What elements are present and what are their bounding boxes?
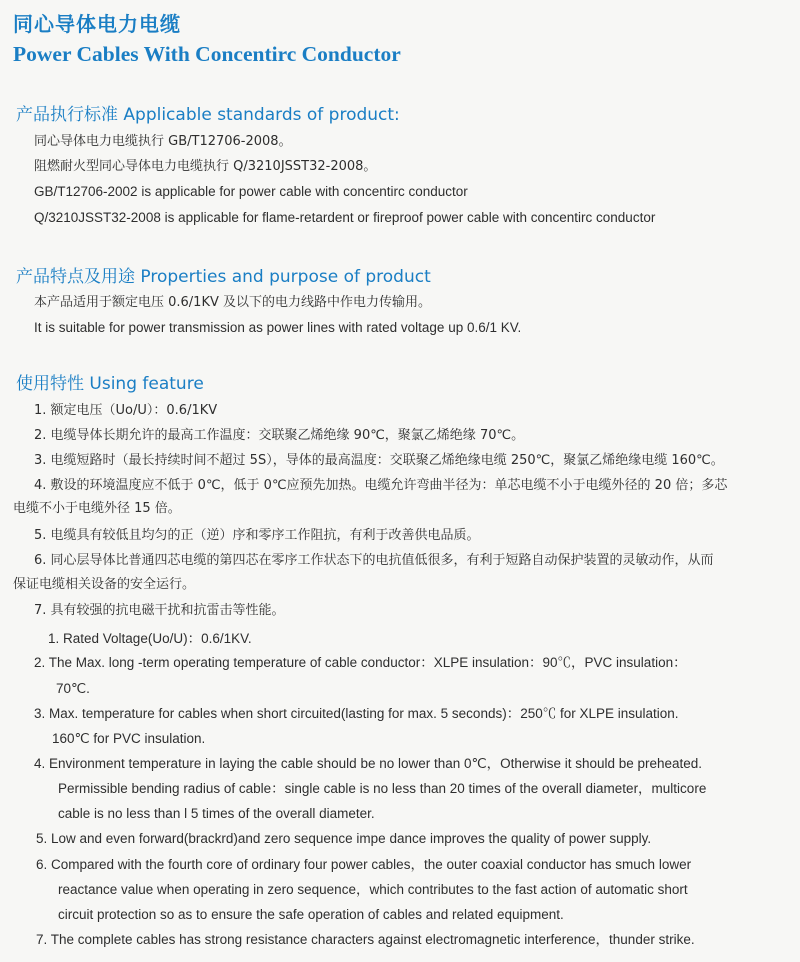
feature-cn-line: 1. 额定电压（Uo/U）：0.6/1KV <box>34 403 218 418</box>
feature-en-line: 6. Compared with the fourth core of ordinary four power cables，the outer coaxial conductor has smuch lower <box>36 857 692 872</box>
feature-cn-line: 2. 电缆导体长期允许的最高工作温度：交联聚乙烯绝缘 90℃，聚氯乙烯绝缘 70℃。 <box>34 428 525 443</box>
feature-en-line: 5. Low and even forward(brackrd)and zero sequence impe dance improves the quality of power supply. <box>36 831 652 846</box>
standards-line: Q/3210JSST32-2008 is applicable for flame-retardent or fireproof power cable with concentirc conductor <box>34 210 656 225</box>
feature-cn-line: 保证电缆相关设备的安全运行。 <box>13 577 196 592</box>
page-title-cn: 同心导体电力电缆 <box>13 12 181 36</box>
standards-line: GB/T12706-2002 is applicable for power cable with concentirc conductor <box>34 184 468 199</box>
feature-en-line: circuit protection so as to ensure the safe operation of cables and related equipment. <box>58 907 564 922</box>
feature-en-line: 2. The Max. long -term operating temperature of cable conductor：XLPE insulation：90℃，PVC insulation： <box>34 655 687 670</box>
feature-cn-line: 5. 电缆具有较低且均匀的正（逆）序和零序工作阻抗，有利于改善供电品质。 <box>34 528 480 543</box>
standards-line: 阻燃耐火型同心导体电力电缆执行 Q/3210JSST32-2008。 <box>34 159 377 174</box>
feature-en-line: 4. Environment temperature in laying the cable should be no lower than 0℃，Otherwise it should be preheated. <box>34 756 703 771</box>
feature-cn-line: 6. 同心层导体比普通四芯电缆的第四芯在零序工作状态下的电抗值低很多，有利于短路自动保护装置的灵敏动作，从而 <box>34 553 714 568</box>
feature-heading: 使用特性 Using feature <box>16 374 204 394</box>
properties-heading: 产品特点及用途 Properties and purpose of product <box>16 267 431 287</box>
feature-en-line: reactance value when operating in zero sequence，which contributes to the fast action of automatic short <box>58 882 688 897</box>
feature-en-line: 1. Rated Voltage(Uo/U)：0.6/1KV. <box>48 631 252 646</box>
feature-en-line: Permissible bending radius of cable：single cable is no less than 20 times of the overall diameter，multicore <box>58 781 707 796</box>
feature-en-line: 7. The complete cables has strong resistance characters against electromagnetic interference，thunder strike. <box>36 932 695 947</box>
feature-en-line: 70℃. <box>56 681 90 696</box>
feature-en-line: cable is no less than l 5 times of the overall diameter. <box>58 806 375 821</box>
standards-heading: 产品执行标准 Applicable standards of product: <box>16 105 400 125</box>
feature-cn-line: 7. 具有较强的抗电磁干扰和抗雷击等性能。 <box>34 603 285 618</box>
page-title-en: Power Cables With Concentirc Conductor <box>13 42 401 66</box>
properties-line: It is suitable for power transmission as power lines with rated voltage up 0.6/1 KV. <box>34 320 522 335</box>
properties-line: 本产品适用于额定电压 0.6/1KV 及以下的电力线路中作电力传输用。 <box>34 295 432 310</box>
feature-cn-line: 4. 敷设的环境温度应不低于 0℃，低于 0℃应预先加热。电缆允许弯曲半径为：单芯电缆不小于电缆外径的 20 倍；多芯 <box>34 478 728 493</box>
feature-cn-line: 3. 电缆短路时（最长持续时间不超过 5S），导体的最高温度：交联聚乙烯绝缘电缆 250℃，聚氯乙烯绝缘电缆 160℃。 <box>34 453 724 468</box>
feature-en-line: 3. Max. temperature for cables when short circuited(lasting for max. 5 seconds)：250℃ for XLPE insulation. <box>34 706 679 721</box>
standards-line: 同心导体电力电缆执行 GB/T12706-2008。 <box>34 134 292 149</box>
feature-en-line: 160℃ for PVC insulation. <box>52 731 206 746</box>
feature-cn-line: 电缆不小于电缆外径 15 倍。 <box>13 501 181 516</box>
